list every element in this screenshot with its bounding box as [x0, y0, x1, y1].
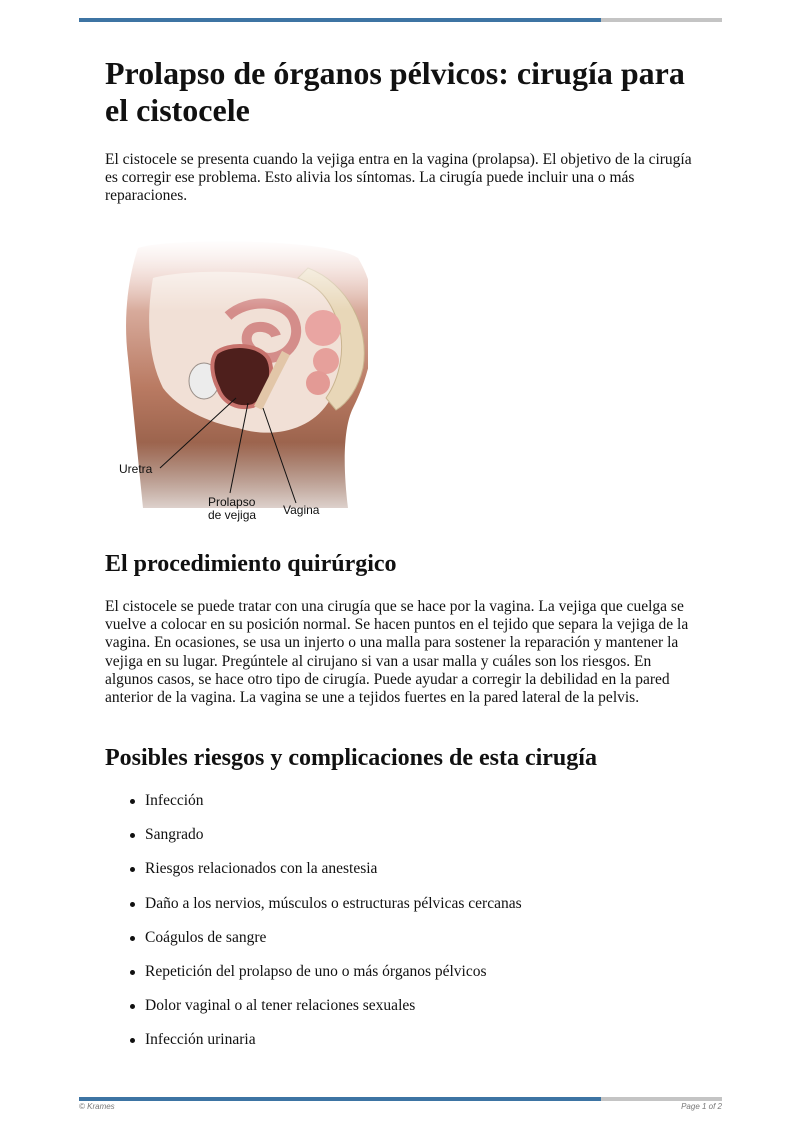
list-item: Infección urinaria [145, 1031, 256, 1049]
bullet-icon [130, 799, 135, 804]
list-item: Daño a los nervios, músculos o estructuras pélvicas cercanas [145, 895, 522, 913]
bottom-rule [79, 1097, 722, 1101]
bullet-icon [130, 1004, 135, 1009]
list-item: Coágulos de sangre [145, 929, 266, 947]
footer-page-number: Page 1 of 2 [681, 1102, 722, 1111]
footer-copyright: © Krames [79, 1102, 115, 1111]
list-item: Sangrado [145, 826, 204, 844]
bullet-icon [130, 902, 135, 907]
label-prolapso-line1: Prolapso [208, 495, 256, 509]
top-rule-gray [601, 18, 722, 22]
bullet-icon [130, 867, 135, 872]
bullet-icon [130, 970, 135, 975]
bottom-rule-gray [601, 1097, 722, 1101]
page-title: Prolapso de órganos pélvicos: cirugía para el cistocele [105, 55, 685, 128]
list-item: Repetición del prolapso de uno o más órganos pélvicos [145, 963, 487, 981]
label-prolapso-line2: de vejiga [208, 508, 257, 522]
list-item: Infección [145, 792, 204, 810]
top-rule [79, 18, 722, 22]
top-rule-blue [79, 18, 601, 22]
procedure-paragraph: El cistocele se puede tratar con una cirugía que se hace por la vagina. La vejiga que cuelga se vuelve a colocar en su posición normal. Se hacen puntos en el tejido que separa la vejiga de la vagina. En ocasiones, se usa un injerto o una malla para sostener la reparación y mantener la vejiga en su lugar. Pregúntele al cirujano si van a usar malla y cuáles son los riesgos. En algunos casos, se hace otro tipo de cirugía. Puede ayudar a corregir la debilidad en la pared anterior de la vagina. La vagina se une a tejidos fuertes en la pared lateral de la pelvis. [105, 598, 689, 707]
main-content [105, 55, 705, 206]
intro-paragraph: El cistocele se presenta cuando la vejiga entra en la vagina (prolapsa). El objetivo de la cirugía es corregir ese problema. Esto alivia los síntomas. La cirugía puede incluir una o más reparaciones. [105, 151, 692, 205]
label-uretra: Uretra [119, 462, 153, 476]
anatomy-figure [108, 238, 368, 530]
section-heading-procedure: El procedimiento quirúrgico [105, 551, 397, 577]
section-heading-risks: Posibles riesgos y complicaciones de esta cirugía [105, 745, 597, 771]
pelvic-anatomy-illustration [108, 238, 368, 530]
bottom-rule-blue [79, 1097, 601, 1101]
bullet-icon [130, 1038, 135, 1043]
list-item: Riesgos relacionados con la anestesia [145, 860, 377, 878]
bullet-icon [130, 936, 135, 941]
list-item: Dolor vaginal o al tener relaciones sexuales [145, 997, 415, 1015]
label-vagina: Vagina [283, 503, 320, 517]
bullet-icon [130, 833, 135, 838]
